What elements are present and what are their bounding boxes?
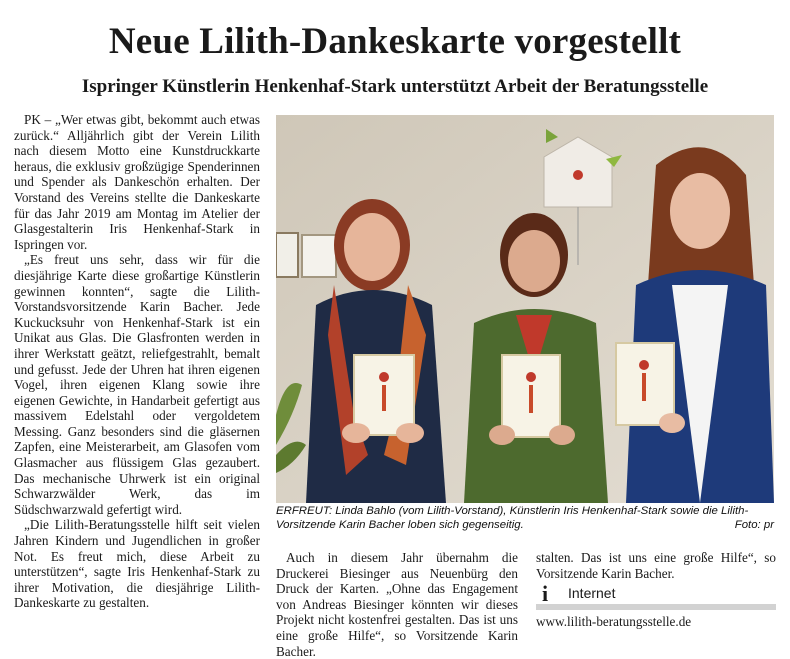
paragraph: PK – „Wer etwas gibt, bekommt auch etwas zurück.“ Alljährlich gibt der Verein Lilith nach diesem Motto eine Kunstdruckkarte heraus, die exklusiv großzügige Spenderinnen und Spender als Dankeschön erhalten. Der Vorstand des Vereins stellte die Dankeskarte für das Jahr 2019 am Montag im Atelier der Glasgestalterin Iris Henkenhaf-Stark in Ispringen vor. — [14, 112, 260, 252]
website-link[interactable]: www.lilith-beratungsstelle.de — [536, 614, 692, 630]
paragraph: „Die Lilith-Beratungsstelle hilft seit vielen Jahren Kindern und Jugendlichen in großer Not. Es freut mich, diese Arbeit zu unterstützen“, sagte Iris Henkenhaf-Stark zu ihrer Motivation, die diesjährige Lilith-Dankeskarte zu gestalten. — [14, 517, 260, 611]
caption-text: ERFREUT: Linda Bahlo (vom Lilith-Vorstand), Künstlerin Iris Henkenhaf-Stark sowie die Lilith-Vorsitzende Karin Bacher loben sich gegenseitig. — [276, 505, 749, 531]
article-column-3 — [536, 550, 776, 630]
photo-caption — [276, 505, 774, 532]
photo-illustration — [276, 115, 774, 503]
paragraph: Auch in diesem Jahr übernahm die Druckerei Biesinger aus Neuenbürg den Druck der Karten. „Ohne das Engagement von Andreas Biesinger könnten wir dieses Projekt nicht kostenfrei gestalten. Das ist uns eine große Hilfe“, so Vorsitzende Karin Bacher. — [276, 550, 518, 659]
article-column-2 — [276, 550, 518, 659]
info-box — [536, 581, 776, 610]
article-photo — [276, 115, 774, 503]
photo-credit: Foto: pr — [734, 518, 774, 531]
info-icon: i — [541, 581, 549, 607]
headline: Neue Lilith-Dankeskarte vorgestellt — [108, 21, 682, 62]
paragraph-continued: stalten. Das ist uns eine große Hilfe“, so Vorsitzende Karin Bacher. — [536, 550, 776, 581]
article-column-1 — [14, 112, 260, 611]
info-box-label: Internet — [568, 585, 616, 602]
paragraph: „Es freut uns sehr, dass wir für die diesjährige Karte diese großartige Künstlerin gewinnen konnten“, sagte die Lilith-Vorstandsvorsitzende Karin Bacher. Jede Kuckucksuhr von Henkenhaf-Stark ist ein Unikat aus Glas. Die Glasfronten werden in ihrer Werkstatt geätzt, reliefgestrahlt, bemalt und gefusst. Jede der Uhren hat ihren eigenen Vogel, ihren eigenen Klang sowie ihre eigenen Gewichte, in Handarbeit gefertigt aus massivem Edelstahl oder vergoldetem Messing. Ganz besonders sind die gläsernen Zapfen, eine Meisterarbeit, am Glasofen vom Glasmacher aus flüssigem Glas gezaubert. Das mechanische Uhrwerk ist ein original Schwarzwälder Werk, das im Südschwarzwald gefertigt wird. — [14, 252, 260, 517]
subheadline: Ispringer Künstlerin Henkenhaf-Stark unterstützt Arbeit der Beratungsstelle — [81, 76, 709, 97]
